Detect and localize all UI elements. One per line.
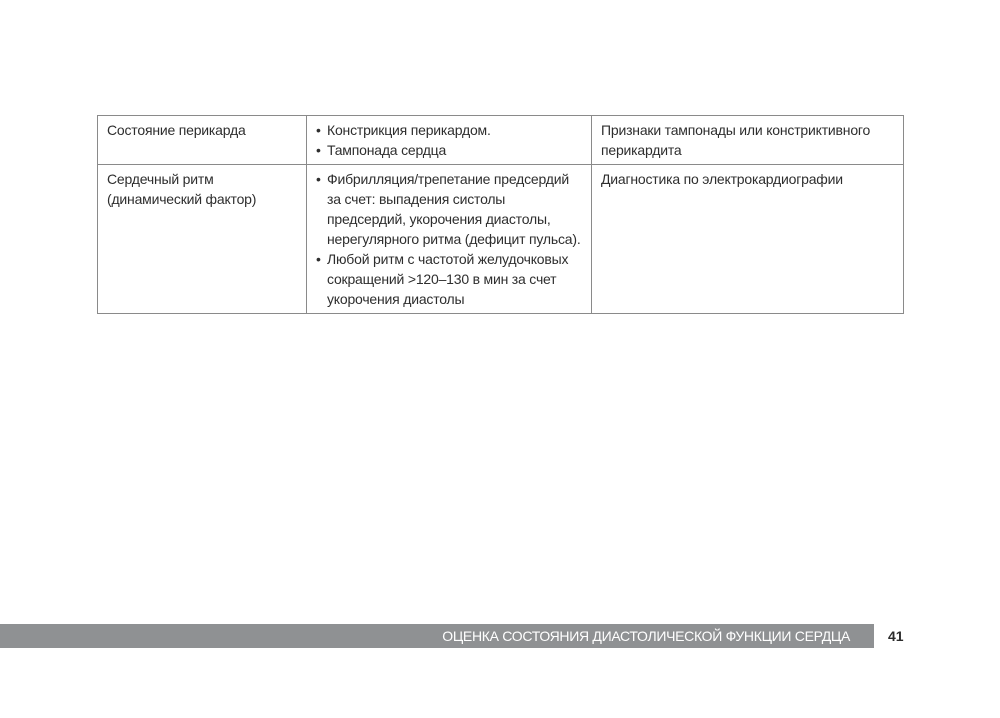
running-title: ОЦЕНКА СОСТОЯНИЯ ДИАСТОЛИЧЕСКОЙ ФУНКЦИИ СЕРДЦА	[442, 628, 850, 644]
row-conditions-cell	[307, 165, 592, 314]
row-conditions-cell	[307, 116, 592, 165]
row-diagnostics: Признаки тампонады или констриктивного перикардита	[601, 122, 871, 158]
conditions-list	[316, 169, 582, 309]
page-number: 41	[888, 628, 904, 644]
data-table	[97, 115, 904, 314]
table-row	[98, 165, 904, 314]
row-diagnostics-cell	[592, 165, 904, 314]
list-item: • Любой ритм с частотой желудочковых сокращений >120–130 в мин за счет укорочения диастолы	[316, 249, 582, 309]
row-label-cell	[98, 116, 307, 165]
list-item: • Констрикция перикардом.	[316, 120, 582, 140]
row-diagnostics: Диагностика по электрокардиографии	[601, 171, 843, 187]
row-label: Сердечный ритм (динамический фактор)	[107, 171, 257, 207]
row-diagnostics-cell	[592, 116, 904, 165]
list-item: • Тампонада сердца	[316, 140, 582, 160]
row-label-cell	[98, 165, 307, 314]
footer-bar	[0, 624, 874, 648]
conditions-list	[316, 120, 582, 160]
list-item: • Фибрилляция/трепетание предсердий за счет: выпадения систолы предсердий, укорочения диастолы, нерегулярного ритма (дефицит пульса).	[316, 169, 582, 249]
table-row	[98, 116, 904, 165]
row-label: Состояние перикарда	[107, 122, 246, 138]
